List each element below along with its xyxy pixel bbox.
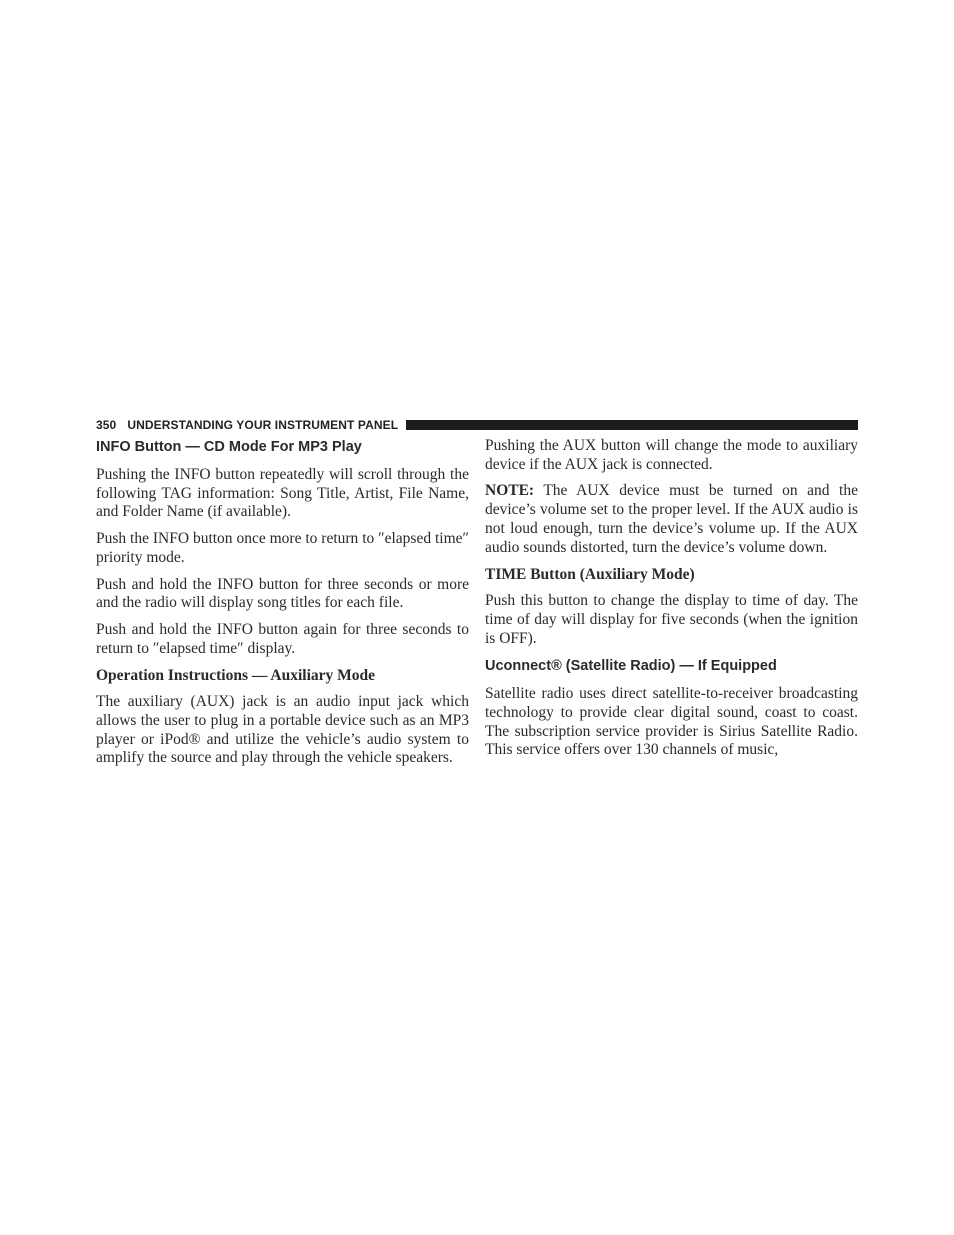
note-text: The AUX device must be turned on and the device’s volume set to the proper level. If the AUX audio is not loud enough, turn the device’s volume up. If the AUX audio sounds distorted, turn the device’s volume down.: [485, 482, 858, 556]
left-column: [96, 437, 469, 776]
heading-uconnect: Uconnect® (Satellite Radio) — If Equipped: [485, 658, 777, 675]
header-rule: [406, 420, 858, 430]
heading-time-button: TIME Button (Auxiliary Mode): [485, 566, 695, 584]
heading-operation-instructions: Operation Instructions — Auxiliary Mode: [96, 667, 376, 685]
note-label: NOTE:: [485, 482, 535, 500]
paragraph: Push the INFO button once more to return to ″elapsed time″ priority mode.: [96, 530, 469, 566]
right-column: [485, 437, 858, 768]
section-title: UNDERSTANDING YOUR INSTRUMENT PANEL: [127, 418, 399, 432]
paragraph: Push and hold the INFO button for three seconds or more and the radio will display song titles for each file.: [96, 575, 469, 612]
note-paragraph: [485, 482, 858, 557]
paragraph: Satellite radio uses direct satellite-to-receiver broadcasting technology to provide clear digital sound, coast to coast. The subscription service provider is Sirius Satellite Radio. This service offers over 130 channels of music,: [485, 685, 858, 759]
paragraph: Pushing the AUX button will change the mode to auxiliary device if the AUX jack is connected.: [485, 437, 858, 473]
paragraph: Push and hold the INFO button again for three seconds to return to ″elapsed time″ display.: [96, 620, 469, 657]
page-number: 350: [96, 418, 117, 432]
paragraph: Push this button to change the display to time of day. The time of day will display for five seconds (when the ignition is OFF).: [485, 592, 858, 647]
paragraph: Pushing the INFO button repeatedly will scroll through the following TAG information: Song Title, Artist, File Name, and Folder Name (if available).: [96, 466, 469, 521]
heading-info-button: INFO Button — CD Mode For MP3 Play: [96, 439, 362, 455]
paragraph: The auxiliary (AUX) jack is an audio input jack which allows the user to plug in a portable device such as an MP3 player or iPod® and utilize the vehicle’s audio system to amplify the source and play through the vehicle speakers.: [96, 693, 469, 767]
page-header: [96, 417, 858, 433]
